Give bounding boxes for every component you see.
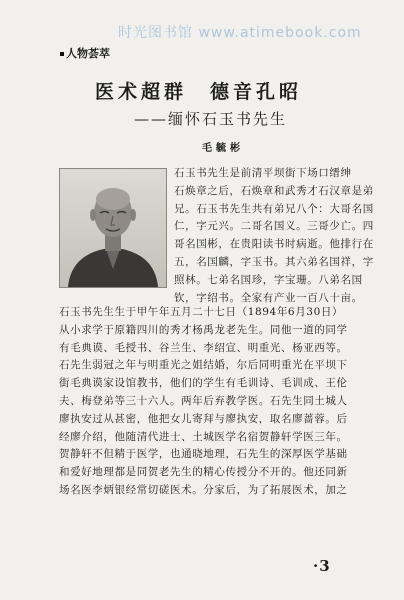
watermark-text: 时光图书馆 www.atimebook.com — [118, 25, 362, 41]
page-number: · 3 — [313, 557, 330, 575]
section-tag: 人物荟萃 — [60, 45, 110, 61]
text-line: 和爱好地理都是同贺老先生的精心传授分不开的。他还同新 — [59, 466, 348, 479]
article-body-right-column — [174, 165, 374, 307]
text-line: 夫、梅登弟等三十六人。两年后弃教学医。石先生同土城人 — [59, 394, 348, 407]
article-author: 毛毓彬 — [202, 143, 244, 154]
text-line: 石玉书先生是前清平坝街下场口缙绅 — [174, 167, 352, 179]
text-line: 钦，字绍书。全家有产业一百八十亩。 — [174, 291, 363, 304]
text-line: 五，名国麟，字玉书。其六弟名国祥，字 — [174, 255, 374, 268]
portrait-illustration — [60, 169, 166, 287]
text-line: 兄。石玉书先生共有弟兄八个：大哥名国 — [174, 202, 374, 215]
text-line: 石焕章之后，石焕章和武秀才石汉章是弟 — [174, 184, 374, 197]
text-line: 哥名国彬，在贵阳读书时病逝。他排行在 — [174, 238, 374, 251]
text-line: 廖执安过从甚密，他把女儿寄拜与廖执安，取名廖蔷蓉。后 — [59, 412, 348, 425]
text-line: 仁，字元兴。二哥名国义。三哥少亡。四 — [174, 220, 374, 233]
text-line: 经廖介绍，他随清代进士、土城医学名宿贺静轩学医三年。 — [59, 430, 348, 443]
article-subtitle: ——缅怀石玉书先生 — [134, 110, 288, 128]
portrait-photo — [59, 168, 167, 288]
text-line: 石先生弱冠之年与明重光之姐结婚，尔后同明重光在平坝下 — [59, 359, 348, 372]
text-line: 有毛典谟、毛授书、谷兰生、李绍宣、明重光、杨亚西等。 — [59, 341, 348, 354]
text-line: 从小求学于原籍四川的秀才杨禹龙老先生。同他一道的同学 — [59, 323, 348, 336]
article-title: 医术超群 德音孔昭 — [95, 81, 303, 103]
text-line: 街毛典谟家设馆教书，他们的学生有毛训诗、毛训成、王伦 — [59, 377, 348, 390]
article-body-full-width — [59, 304, 348, 500]
text-line: 贺静轩不但精于医学，也通晓地理，石先生的深厚医学基础 — [59, 448, 348, 461]
text-line: 场名医李炳银经常切磋医术。分家后，为了拓展医术，加之 — [59, 483, 348, 496]
text-line: 照林。七弟名国珍，字宝珊。八弟名国 — [174, 273, 363, 286]
text-line: 石玉书先生生于甲午年五月二十七日（1894年6月30日） — [59, 306, 344, 318]
